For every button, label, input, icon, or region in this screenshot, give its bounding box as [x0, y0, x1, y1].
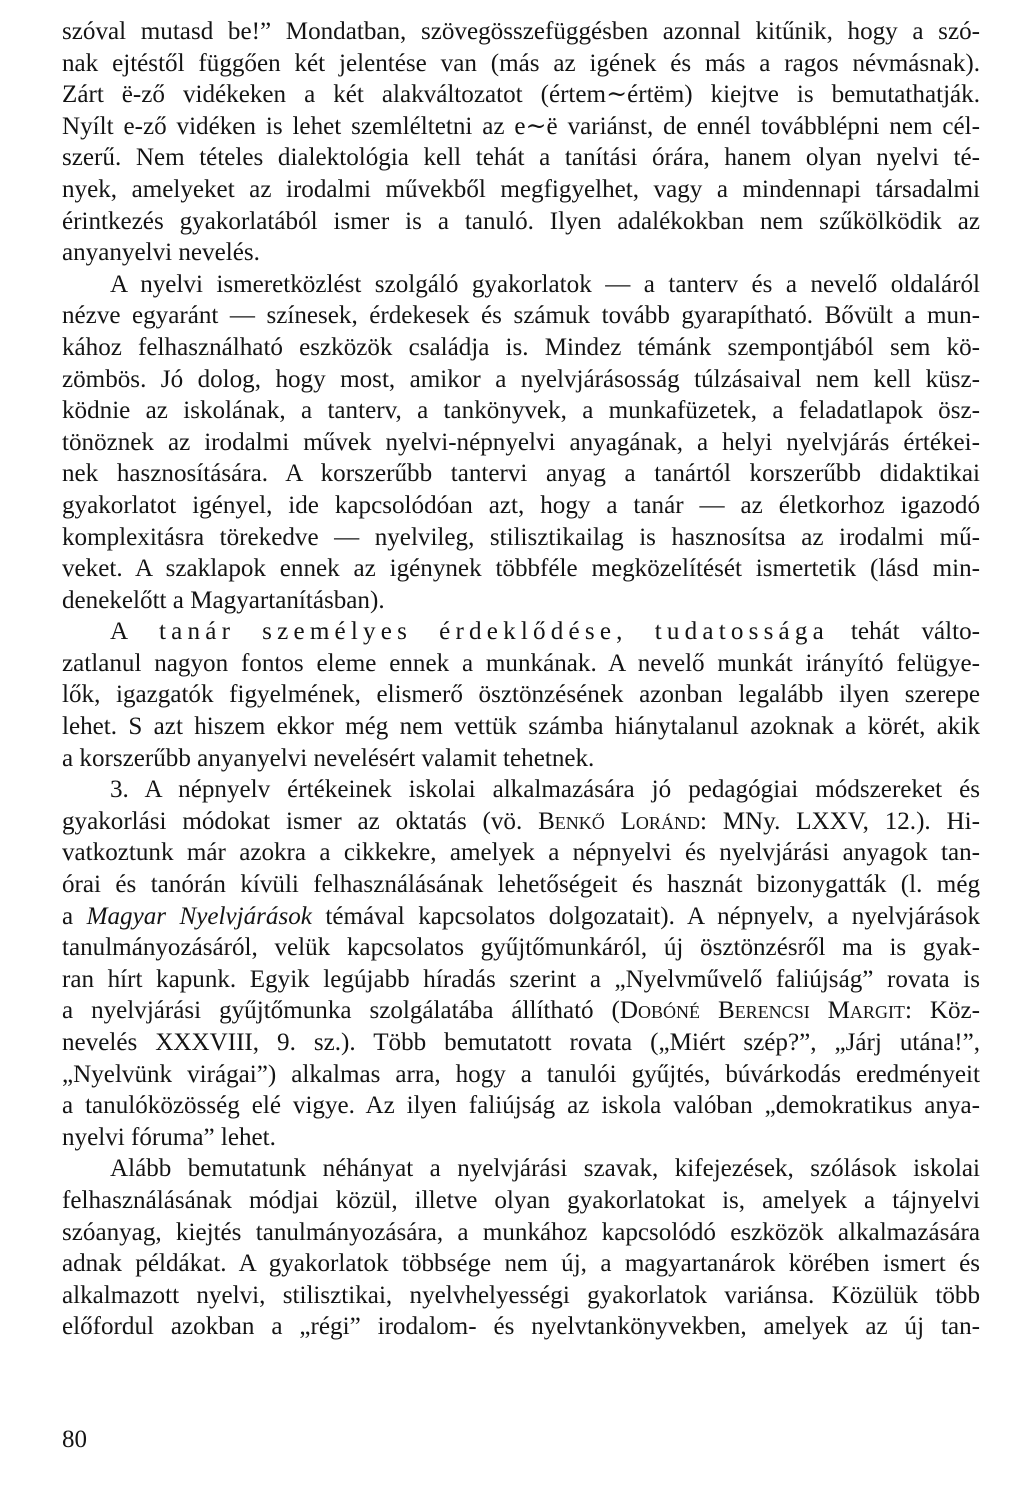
text-line: lők, igazgatók figyelmének, elismerő ösztönzésének azonban legalább ilyen szerepe [62, 681, 980, 709]
text-line: ködnie az iskolának, a tanterv, a tankönyvek, a munkafüzetek, a feladatlapok ösz- [62, 397, 980, 425]
text-line: adnak példákat. A gyakorlatok többsége nem új, a magyartanárok körében ismert és [62, 1250, 980, 1278]
text-line: a tanulóközösség elé vigye. Az ilyen faliújság az iskola valóban „demokratikus anya- [62, 1092, 980, 1120]
paragraph-4 [62, 774, 980, 1153]
text-line: Alább bemutatunk néhányat a nyelvjárási szavak, kifejezések, szólások iskolai [110, 1155, 980, 1183]
text-line: komplexitásra törekedve — nyelvileg, stilisztikailag is hasznosítsa az irodalmi mű- [62, 523, 980, 551]
text-line: nézve egyaránt — színesek, érdekesek és számuk tovább gyarapítható. Bővült a mun- [62, 302, 980, 330]
text-line: zatlanul nagyon fontos eleme ennek a munkának. A nevelő munkát irányító felügye- [62, 649, 980, 677]
text-line: A nyelvi ismeretközlést szolgáló gyakorlatok — a tanterv és a nevelő oldaláról [110, 270, 980, 298]
text-line: előfordul azokban a „régi” irodalom- és nyelvtankönyvekben, amelyek az új tan- [62, 1313, 980, 1341]
text-line: szerű. Nem tételes dialektológia kell tehát a tanítási órára, hanem olyan nyelvi té- [62, 144, 980, 172]
document-page [62, 16, 980, 1343]
paragraph-2 [62, 269, 980, 617]
text-line: Nyílt e-ző vidéken is lehet szemléltetni az e∼ë variánst, de ennél továbblépni nem cél- [62, 112, 980, 140]
text-line: nyek, amelyeket az irodalmi művekből megfigyelhet, vagy a mindennapi társadalmi [62, 175, 980, 203]
text-line: nak ejtéstől függően két jelentése van (más az igének és más a ragos névmásnak). [62, 49, 980, 77]
text-line: nevelés XXXVIII, 9. sz.). Több bemutatott rovata („Miért szép?”, „Járj utána!”, [62, 1029, 980, 1056]
text-line: szóval mutasd be!” Mondatban, szövegösszefüggésben azonnal kitűnik, hogy a szó- [62, 18, 980, 45]
paragraph-3 [62, 616, 980, 774]
text-line: „Nyelvünk virágai”) alkalmas arra, hogy a tanulói gyűjtés, búvárkodás eredményeit [62, 1060, 980, 1088]
text-line: alkalmazott nyelvi, stilisztikai, nyelvhelyességi gyakorlatok variánsa. Közülük több [62, 1281, 980, 1309]
text-line-with-author: a nyelvjárási gyűjtőmunka szolgálatába állítható (Dobóné Berencsi Margit: Köz- [62, 997, 980, 1025]
text-line: gyakorlatot igényel, ide kapcsolódóan azt, hogy a tanár — az életkorhoz igazodó [62, 491, 980, 519]
text-line: vatkoztunk már azokra a cikkekre, amelyek a népnyelvi és nyelvjárási anyagok tan- [62, 839, 980, 867]
text-line: tanulmányozásáról, velük kapcsolatos gyűjtőmunkáról, új ösztönzésről ma is gyak- [62, 934, 980, 962]
text-line: nek hasznosítására. A korszerűbb tantervi anyag a tanártól korszerűbb didaktikai [62, 460, 980, 488]
text-line: szóanyag, kiejtés tanulmányozására, a munkához kapcsolódó eszközök alkalmazására [62, 1218, 980, 1246]
text-line: érintkezés gyakorlatából ismer is a tanuló. Ilyen adalékokban nem szűkölködik az [62, 207, 980, 235]
text-line-with-title: a Magyar Nyelvjárások témával kapcsolatos dolgozatait). A népnyelv, a nyelvjárások [62, 902, 980, 930]
text-line-with-author: gyakorlási módokat ismer az oktatás (vö. Benkő Loránd: MNy. LXXV, 12.). Hi- [62, 807, 980, 835]
text-line: kához felhasználható eszközök családja is. Mindez témánk szempontjából sem kö- [62, 333, 980, 361]
text-line: nyelvi fóruma” lehet. [62, 1123, 276, 1151]
text-line: a korszerűbb anyanyelvi nevelésért valamit tehetnek. [62, 744, 595, 772]
author-name: Benkő Loránd [538, 807, 700, 835]
text-line: veket. A szaklapok ennek az igénynek többféle megközelítését ismertetik (lásd min- [62, 555, 980, 583]
text-line: zömbös. Jó dolog, hogy most, amikor a nyelvjárásosság túlzásaival nem kell küsz- [62, 365, 980, 393]
text-line: denekelőtt a Magyartanításban). [62, 586, 385, 614]
paragraph-5 [62, 1153, 980, 1343]
page-number: 80 [62, 1426, 87, 1453]
text-line: tönöznek az irodalmi művek nyelvi-népnyelvi anyagának, a helyi nyelvjárás értékei- [62, 428, 980, 456]
author-name: Dobóné Berencsi Margit [619, 997, 905, 1025]
paragraph-1 [62, 16, 980, 269]
publication-title: Magyar Nyelvjárások [86, 902, 312, 930]
text-line: felhasználásának módjai közül, illetve olyan gyakorlatokat is, amelyek a tájnyelvi [62, 1186, 980, 1214]
text-line: Zárt ë-ző vidékeken a két alakváltozatot (értem∼értëm) kiejtve is bemutathatják. [62, 81, 980, 109]
text-line-spaced: A tanár személyes érdeklődése, tudatossága tehát válto- [110, 618, 980, 646]
text-line: anyanyelvi nevelés. [62, 239, 260, 267]
text-line: ran hírt kapunk. Egyik legújabb híradás szerint a „Nyelvművelő faliújság” rovata is [62, 965, 980, 993]
text-line: 3. A népnyelv értékeinek iskolai alkalmazására jó pedagógiai módszereket és [110, 776, 980, 804]
spaced-emphasis: A tanár személyes érdeklődése, tudatossága [110, 618, 829, 646]
text-line: órai és tanórán kívüli felhasználásának lehetőségeit és hasznát bizonygatták (l. még [62, 871, 980, 899]
text-line: lehet. S azt hiszem ekkor még nem vettük számba hiánytalanul azoknak a körét, akik [62, 713, 980, 741]
